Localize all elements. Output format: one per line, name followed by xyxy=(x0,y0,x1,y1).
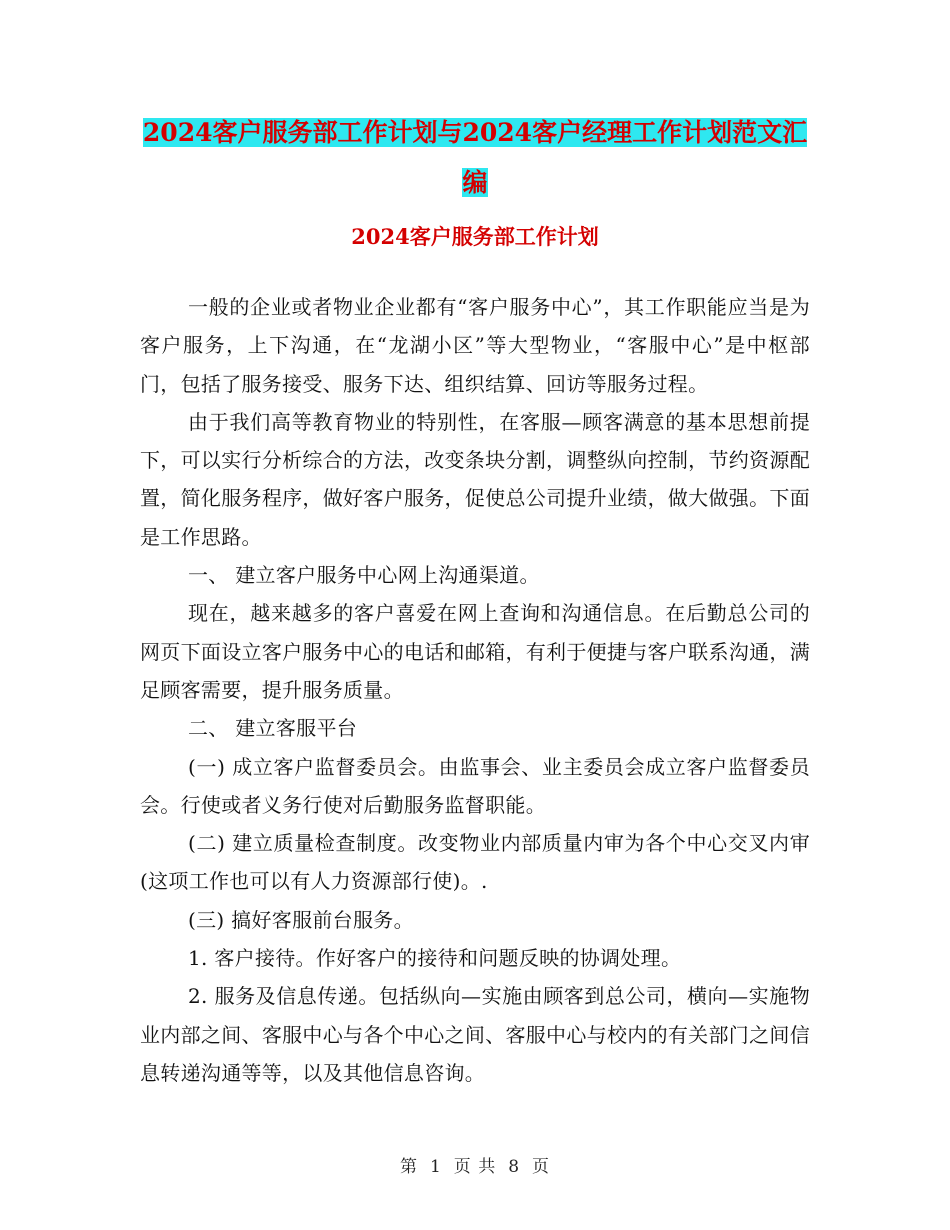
total-pages: 8 xyxy=(508,1157,521,1177)
paragraph: (一) 成立客户监督委员会。由监事会、业主委员会成立客户监督委员会。行使或者义务行使对后勤服务监督职能。 xyxy=(140,754,810,817)
paragraph: 一般的企业或者物业企业都有“客户服务中心”，其工作职能应当是为客户服务，上下沟通，在“龙湖小区”等大型物业，“客服中心”是中枢部门，包括了服务接受、服务下达、组织结算、回访等服务过程。 xyxy=(140,295,810,396)
paragraph: (三) 搞好客服前台服务。 xyxy=(188,907,414,932)
paragraph: 2. 服务及信息传递。包括纵向—实施由顾客到总公司，横向—实施物业内部之间、客服中心与各个中心之间、客服中心与校内的有关部门之间信息转递沟通等等，以及其他信息咨询。 xyxy=(140,984,810,1085)
document-title-text: 2024客户服务部工作计划与2024客户经理工作计划范文汇编 xyxy=(142,118,808,197)
section-title: 2024客户服务部工作计划 xyxy=(351,224,599,249)
document-title xyxy=(140,108,810,208)
page-footer xyxy=(0,1152,950,1177)
page-label-prefix: 第 xyxy=(399,1157,418,1177)
paragraph: 1. 客户接待。作好客户的接待和问题反映的协调处理。 xyxy=(188,946,682,971)
page-label-mid: 页 共 xyxy=(453,1157,497,1177)
paragraph: 由于我们高等教育物业的特别性，在客服—顾客满意的基本思想前提下，可以实行分析综合的方法，改变条块分割，调整纵向控制，节约资源配置，简化服务程序，做好客户服务，促使总公司提升业绩，做大做强。下面是工作思路。 xyxy=(140,409,810,549)
paragraph: 现在，越来越多的客户喜爱在网上查询和沟通信息。在后勤总公司的网页下面设立客户服务中心的电话和邮箱，有利于便捷与客户联系沟通，满足顾客需要，提升服务质量。 xyxy=(140,601,810,702)
document-body xyxy=(140,288,810,1092)
paragraph: (二) 建立质量检查制度。改变物业内部质量内审为各个中心交叉内审(这项工作也可以有人力资源部行使)。. xyxy=(140,831,810,894)
page-number: 1 xyxy=(429,1157,442,1177)
page-label-suffix: 页 xyxy=(532,1157,551,1177)
paragraph: 一、 建立客户服务中心网上沟通渠道。 xyxy=(188,563,540,588)
paragraph: 二、 建立客服平台 xyxy=(188,716,358,741)
